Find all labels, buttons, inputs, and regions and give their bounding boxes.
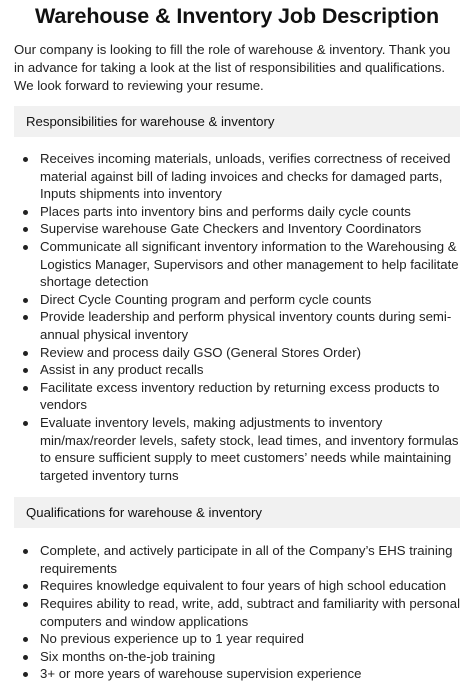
list-item-text: Review and process daily GSO (General Stores Order)	[40, 344, 362, 360]
list-item-text: Complete, and actively participate in all of the Company’s EHS training requirements	[40, 543, 453, 576]
list-item-text: Places parts into inventory bins and performs daily cycle counts	[40, 203, 411, 219]
list-item	[40, 150, 460, 203]
bullet-icon	[23, 637, 28, 642]
bullet-icon	[23, 584, 28, 589]
bullet-icon	[23, 210, 28, 215]
list-item-text: No previous experience up to 1 year required	[40, 631, 304, 647]
list-item-text: Communicate all significant inventory information to the Warehousing & Logistics Manager, Supervisors and other management to help facilitate shortage detection	[40, 238, 459, 290]
list-item-text: Requires knowledge equivalent to four years of high school education	[40, 578, 447, 594]
bullet-icon	[23, 245, 28, 250]
bullet-icon	[23, 549, 28, 554]
list-item	[40, 379, 460, 414]
bullet-icon	[23, 602, 28, 607]
list-item	[40, 648, 460, 666]
list-item	[40, 595, 460, 630]
list-item	[40, 577, 460, 595]
list-item-text: Six months on-the-job training	[40, 648, 216, 664]
bullet-icon	[23, 351, 28, 356]
list-item	[40, 344, 460, 362]
list-item	[40, 291, 460, 309]
qualifications-list	[14, 542, 460, 683]
bullet-icon	[23, 421, 28, 426]
bullet-icon	[23, 655, 28, 660]
intro-paragraph: Our company is looking to fill the role of warehouse & inventory. Thank you in advance for taking a look at the list of responsibilities and qualifications. We look forward to reviewing your resume.	[14, 42, 451, 93]
list-item	[40, 361, 460, 379]
list-item	[40, 308, 460, 343]
list-item-text: Supervise warehouse Gate Checkers and Inventory Coordinators	[40, 221, 422, 237]
list-item	[40, 220, 460, 238]
list-item-text: Facilitate excess inventory reduction by returning excess products to vendors	[40, 379, 440, 413]
list-item-text: Provide leadership and perform physical inventory counts during semi-annual physical inventory	[40, 309, 452, 342]
list-item	[40, 665, 460, 683]
qualifications-heading: Qualifications for warehouse & inventory	[14, 497, 460, 528]
bullet-icon	[23, 672, 28, 677]
bullet-icon	[23, 227, 28, 232]
list-item	[40, 203, 460, 221]
bullet-icon	[23, 298, 28, 303]
list-item	[40, 414, 460, 484]
list-item-text: Receives incoming materials, unloads, verifies correctness of received material against bill of lading invoices and checks for damaged parts, Inputs shipments into inventory	[40, 151, 451, 202]
responsibilities-list	[14, 150, 460, 484]
list-item-text: Evaluate inventory levels, making adjustments to inventory min/max/reorder levels, safety stock, lead times, and inventory formulas to ensure sufficient supply to meet customers’ needs while maintaining targeted inventory turns	[40, 414, 459, 483]
page-title: Warehouse & Inventory Job Description	[34, 4, 440, 28]
list-item	[40, 630, 460, 648]
list-item	[40, 238, 460, 291]
list-item-text: Requires ability to read, write, add, subtract and familiarity with personal computers and window applications	[40, 596, 460, 629]
list-item-text: 3+ or more years of warehouse supervision experience	[40, 666, 362, 682]
list-item	[40, 542, 460, 577]
bullet-icon	[23, 386, 28, 391]
bullet-icon	[23, 368, 28, 373]
bullet-icon	[23, 315, 28, 320]
list-item-text: Assist in any product recalls	[40, 362, 204, 378]
list-item-text: Direct Cycle Counting program and perform cycle counts	[40, 291, 372, 307]
bullet-icon	[23, 157, 28, 162]
responsibilities-heading: Responsibilities for warehouse & inventory	[14, 106, 460, 137]
